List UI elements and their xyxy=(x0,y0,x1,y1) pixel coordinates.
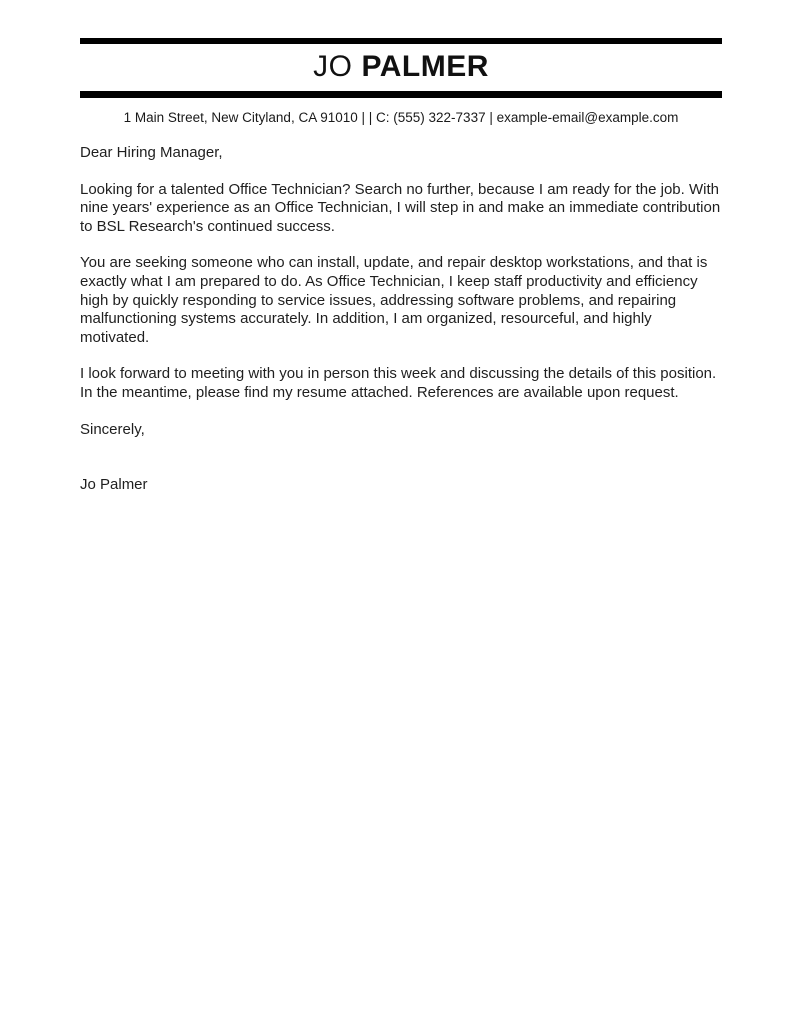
header-rule-bottom xyxy=(80,91,722,98)
header-rule-top xyxy=(80,38,722,44)
closing: Sincerely, xyxy=(80,420,145,438)
first-name: JO xyxy=(313,50,353,83)
signature-name: Jo Palmer xyxy=(80,476,148,494)
letter-paragraph: I look forward to meeting with you in person this week and discussing the details of this position. In the meantime, please find my resume attached. References are available upon request. xyxy=(80,365,717,401)
last-name: PALMER xyxy=(361,50,489,83)
letter-paragraph: You are seeking someone who can install, update, and repair desktop workstations, and that is exactly what I am prepared to do. As Office Technician, I keep staff productivity and efficiency high by quickly responding to service issues, addressing software problems, and repairing malfunctioning systems accurately. In addition, I am organized, resourceful, and highly motivated. xyxy=(80,254,708,346)
letter-content xyxy=(80,0,722,495)
letter-paragraph: Looking for a talented Office Technician? Search no further, because I am ready for the job. With nine years' experience as an Office Technician, I will step in and make an immediate contribution to BSL Research's continued success. xyxy=(80,180,721,235)
name-heading xyxy=(80,48,722,86)
contact-line: 1 Main Street, New Cityland, CA 91010 | | C: (555) 322-7337 | example-email@example.com xyxy=(123,110,679,125)
salutation: Dear Hiring Manager, xyxy=(80,144,223,161)
letter-body xyxy=(80,144,722,495)
